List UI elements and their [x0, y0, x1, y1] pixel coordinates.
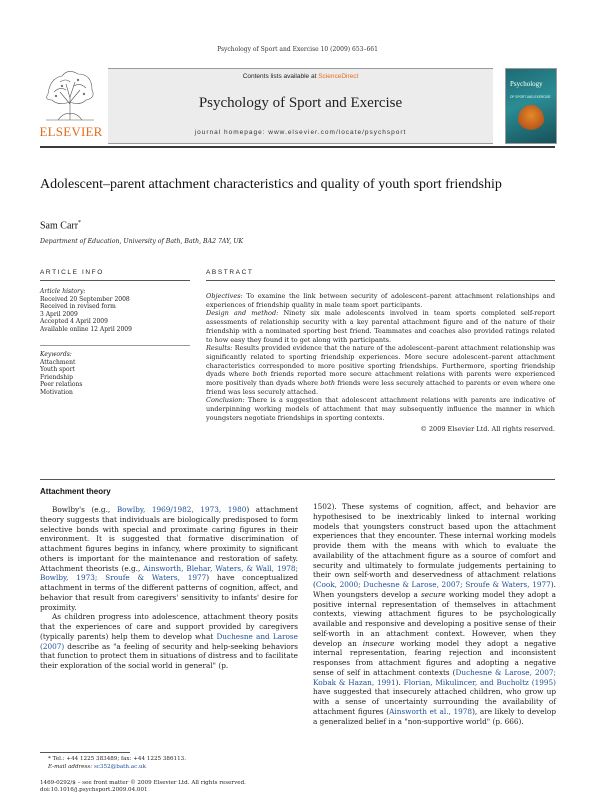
sciencedirect-link[interactable]: ScienceDirect	[318, 73, 359, 80]
body-column-left	[40, 505, 298, 671]
body-text: ). When youngsters develop a	[313, 580, 556, 599]
history-line: Available online 12 April 2009	[40, 325, 132, 333]
footnote-email-line	[48, 764, 186, 772]
abstract-design	[206, 309, 555, 344]
article-title: Adolescent–parent attachment characteristics and quality of youth sport friendship	[40, 177, 502, 192]
objectives-text: To examine the link between security of adolescent–parent attachment relationships and experiences of friendship quality in male team sport participants.	[206, 292, 555, 309]
citation-link[interactable]: Florian, Mikulincer, and Bucholtz (1995)	[403, 677, 556, 687]
keyword: Youth sport	[40, 366, 75, 374]
footnote-contact: Tel.: +44 1225 383489; fax: +44 1225 386113.	[52, 756, 186, 762]
results-text: friends reported more secure attachment relations with parents were experienced more positively than dyads where	[206, 370, 555, 388]
conclusion-label: Conclusion:	[206, 396, 245, 405]
abstract-body	[206, 292, 555, 433]
abstract-rule	[206, 280, 555, 281]
keywords-divider	[40, 345, 190, 346]
article-info-heading: ARTICLE INFO	[40, 269, 104, 276]
affiliation: Department of Education, University of Bath, Bath, BA2 7AY, UK	[40, 238, 244, 245]
contents-line	[108, 73, 493, 80]
conclusion-text: There is a suggestion that adolescent attachment relations with parents are indicative of underpinning working models of attachment that may subsequently influence the manner in which youngsters negotiate friendships in sporting contexts.	[206, 396, 555, 422]
results-emphasis: both	[252, 370, 268, 379]
running-head: Psychology of Sport and Exercise 10 (2009) 653–661	[217, 46, 378, 53]
abstract-heading: ABSTRACT	[206, 269, 254, 276]
design-label: Design and method:	[206, 309, 279, 318]
footnote-mark: *	[48, 756, 51, 762]
abstract-results	[206, 344, 555, 396]
body-text: describe as "a feeling of security and help-seeking behaviors that function to protect them in situations of distress and to facilitate their exploration of the social world in general" (p.	[40, 641, 298, 670]
article-history	[40, 288, 190, 334]
journal-cover-thumbnail	[505, 68, 557, 144]
results-label: Results:	[206, 344, 233, 353]
cover-subtitle: OF SPORT AND EXERCISE	[510, 95, 551, 99]
body-paragraph	[40, 612, 298, 671]
keyword: Motivation	[40, 388, 73, 396]
body-text: working model they adopt a negative internal representation, fearing rejection and inconsistent responses from attachment figures and adopting a negative sense of self in attachment contexts (	[313, 638, 556, 677]
body-text: ) have conceptualized attachment in terms of the different patterns of cognition, affect, and behavior that result from caregivers' sensitivity to infants' desire for proximity.	[40, 573, 298, 612]
results-text: Results provided evidence that the nature of the adolescent–parent attachment relationship was significantly related to sporting friendship experiences. More secure adolescent–parent attachment characteristics corresponded to more positive sporting friendships. Furthermore, sporting friendship dyads where	[206, 344, 555, 379]
author-footnote-mark[interactable]: *	[78, 220, 82, 226]
body-emphasis: secure	[421, 589, 446, 599]
keywords	[40, 351, 190, 397]
results-emphasis: both	[320, 379, 336, 388]
body-text: ), are likely to develop a generalized belief in a "non-supportive world" (p. 666).	[313, 706, 556, 726]
cover-title: Psychology	[510, 80, 543, 88]
history-line: Received 20 September 2008	[40, 295, 130, 303]
journal-homepage-link[interactable]: journal homepage: www.elsevier.com/locate/psychsport	[194, 129, 407, 136]
email-link[interactable]: sc352@bath.ac.uk	[93, 763, 147, 770]
journal-masthead	[108, 68, 493, 144]
abstract-objectives	[206, 292, 555, 309]
body-text: ) attachment theory suggests that individuals are biologically predisposed to form selective bonds with special and proximate caring figures in their environment. It is suggested that formative discrimination of attachment figures begins in infancy, where proximity to significant others is important for the maintenance and restoration of safety. Attachment theorists (e.g.,	[40, 505, 299, 573]
doi-line[interactable]: doi:10.1016/j.psychsport.2009.04.001	[40, 786, 148, 793]
publisher-wordmark: ELSEVIER	[39, 124, 103, 139]
history-label: Article history:	[40, 288, 86, 295]
keyword: Peer relations	[40, 381, 83, 389]
footnote-rule	[40, 752, 130, 753]
citation-link[interactable]: Ainsworth, Blehar, Waters, & Wall, 1978; Bowlby, 1973; Sroufe & Waters, 1977	[40, 563, 298, 583]
header-rule	[40, 146, 555, 148]
author-footnote	[48, 756, 186, 771]
abstract-copyright: © 2009 Elsevier Ltd. All rights reserved.	[420, 424, 555, 433]
objectives-label: Objectives:	[206, 292, 243, 300]
history-line: Received in revised form	[40, 303, 116, 311]
keyword: Friendship	[40, 373, 73, 381]
body-text: ).	[395, 677, 404, 687]
body-text: 1502). These systems of cognition, affect, and behavior are hypothesised to be inextricably linked to internal working models that youngsters construct based upon the attachment experiences that they encounter. These internal working models provide them with the means with which to evaluate the availability of the attachment figure as a source of comfort and security and ultimately to formulate judgements pertaining to their own self-worth and deservedness of attachment relations (	[313, 502, 556, 589]
abstract-conclusion	[206, 396, 555, 422]
body-emphasis: insecure	[362, 638, 395, 648]
issn-line: 1469-0292/$ – see front matter © 2009 Elsevier Ltd. All rights reserved.	[40, 780, 246, 786]
citation-link[interactable]: Cook, 2000; Duchesne & Larose, 2007; Sroufe & Waters, 1977	[315, 580, 551, 589]
author-line	[40, 220, 81, 231]
citation-link[interactable]: Duchesne & Larose, 2007; Kobak & Hazan, 1991	[313, 667, 556, 687]
body-paragraph	[313, 502, 556, 726]
contents-prefix: Contents lists available at	[242, 73, 319, 80]
journal-title: Psychology of Sport and Exercise	[198, 95, 403, 111]
body-text: As children progress into adolescence, attachment theory posits that the experiences of care and support provided by caregivers (typically parents) help them to develop what	[40, 612, 298, 641]
keyword: Attachment	[40, 358, 76, 366]
body-text: working model they adopt a positive internal representation of themselves in attachment contexts, viewing attachment figures to be psychologically available and responsive and developing a positive sense of their self-worth in an attachment context. However, when they develop an	[313, 589, 556, 648]
citation-link[interactable]: Duchesne and Larose (2007)	[40, 631, 298, 651]
history-line: Accepted 4 April 2009	[40, 318, 108, 326]
abstract-bottom-rule	[40, 479, 555, 480]
citation-link[interactable]: Bowlby, 1969/1982, 1973, 1980	[116, 505, 247, 514]
body-column-right	[313, 502, 556, 726]
issn-block	[40, 780, 246, 794]
body-text: Bowlby's (e.g.,	[52, 505, 117, 514]
history-line: 3 April 2009	[40, 310, 78, 318]
citation-link[interactable]: Ainsworth et al., 1978	[389, 706, 473, 716]
article-info-rule	[40, 280, 190, 281]
section-title: Attachment theory	[40, 487, 111, 496]
body-paragraph	[40, 505, 298, 612]
results-text: friends were less securely attached to parents or even where one friend was less securely attached.	[206, 379, 555, 396]
email-label: E-mail address:	[48, 763, 93, 770]
author-name: Sam Carr	[40, 220, 79, 232]
body-text: have suggested that insecurely attached children, who grow up with a sense of uncertainty surrounding the availability of attachment figures (	[313, 687, 556, 716]
footnote-contact-line	[48, 756, 186, 764]
keywords-label: Keywords:	[40, 351, 72, 358]
cover-athlete-image	[518, 105, 544, 135]
design-text: Ninety six male adolescents involved in team sports completed self-report assessments of relationship security with a key parental attachment figure and of the nature of their friendship with a nominated sporting best friend. Teammates and coaches also provided ratings related to how easy they found it to get along with participants.	[206, 309, 555, 344]
